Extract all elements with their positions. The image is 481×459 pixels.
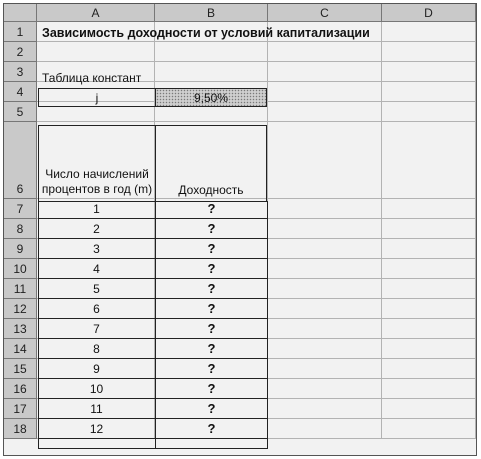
grid-cell[interactable] [268, 102, 382, 122]
row-header-14[interactable]: 14 [4, 339, 37, 359]
grid-cell[interactable] [268, 359, 382, 379]
periods-cell[interactable]: 8 [38, 339, 155, 359]
yield-cell[interactable]: ? [156, 299, 267, 319]
grid-cell[interactable] [268, 299, 382, 319]
grid-cell[interactable] [268, 219, 382, 239]
periods-cell[interactable]: 4 [38, 259, 155, 279]
select-all-corner[interactable] [4, 4, 37, 22]
yield-cell[interactable]: ? [156, 239, 267, 259]
grid-cell[interactable] [268, 379, 382, 399]
grid-cell[interactable] [382, 122, 476, 199]
row-header-4[interactable]: 4 [4, 82, 37, 102]
grid-cell[interactable] [268, 62, 382, 82]
grid-cell[interactable] [382, 399, 476, 419]
periods-cell[interactable]: 5 [38, 279, 155, 299]
row-header-12[interactable]: 12 [4, 299, 37, 319]
row-header-11[interactable]: 11 [4, 279, 37, 299]
periods-cell[interactable]: 2 [38, 219, 155, 239]
yield-cell[interactable]: ? [156, 379, 267, 399]
yield-cell[interactable]: ? [156, 399, 267, 419]
grid-cell[interactable] [382, 279, 476, 299]
row-header-16[interactable]: 16 [4, 379, 37, 399]
yield-cell[interactable]: ? [156, 339, 267, 359]
yield-header-cell[interactable]: Доходность [155, 125, 267, 202]
column-header-a[interactable]: A [37, 4, 155, 22]
grid-cell[interactable] [268, 339, 382, 359]
grid-cell[interactable] [382, 259, 476, 279]
periods-cell[interactable]: 7 [38, 319, 155, 339]
column-header-d[interactable]: D [382, 4, 476, 22]
grid-cell[interactable] [268, 259, 382, 279]
grid-cell[interactable] [37, 42, 155, 62]
periods-cell[interactable]: 3 [38, 239, 155, 259]
periods-cell[interactable]: 9 [38, 359, 155, 379]
grid-cell[interactable] [382, 299, 476, 319]
row-header-5[interactable]: 5 [4, 102, 37, 122]
grid-cell[interactable] [382, 42, 476, 62]
periods-cell[interactable]: 6 [38, 299, 155, 319]
yield-cell[interactable]: ? [156, 319, 267, 339]
periods-cell[interactable]: 11 [38, 399, 155, 419]
row-header-9[interactable]: 9 [4, 239, 37, 259]
row-header-2[interactable]: 2 [4, 42, 37, 62]
yield-cell[interactable]: ? [156, 419, 267, 439]
yield-cell[interactable]: ? [156, 259, 267, 279]
row-header-8[interactable]: 8 [4, 219, 37, 239]
j-value-cell[interactable]: 9,50% [155, 88, 267, 107]
grid-cell[interactable] [155, 62, 268, 82]
grid-cell[interactable] [382, 199, 476, 219]
row-header-3[interactable]: 3 [4, 62, 37, 82]
yield-cell[interactable]: ? [156, 219, 267, 239]
row-header-1[interactable]: 1 [4, 22, 37, 42]
column-header-c[interactable]: C [268, 4, 382, 22]
grid-cell[interactable] [268, 419, 382, 439]
sheet-title[interactable]: Зависимость доходности от условий капитализации [42, 26, 370, 40]
yield-cell[interactable]: ? [156, 199, 267, 219]
row-header-6[interactable]: 6 [4, 122, 37, 199]
row-header-10[interactable]: 10 [4, 259, 37, 279]
constants-label[interactable]: Таблица констант [42, 71, 142, 85]
grid-cell[interactable] [382, 82, 476, 102]
grid-cell[interactable] [268, 399, 382, 419]
periods-header-cell[interactable]: Число начислений процентов в год (m) [38, 125, 156, 202]
yield-cell[interactable]: ? [156, 359, 267, 379]
yield-cell[interactable]: ? [156, 279, 267, 299]
grid-cell[interactable] [268, 279, 382, 299]
grid-cell[interactable] [382, 379, 476, 399]
grid-cell[interactable] [382, 219, 476, 239]
grid-cell[interactable] [382, 239, 476, 259]
grid-cell[interactable] [268, 199, 382, 219]
row-header-7[interactable]: 7 [4, 199, 37, 219]
grid-cell[interactable] [268, 82, 382, 102]
grid-cell[interactable] [382, 102, 476, 122]
j-label-cell[interactable]: j [38, 88, 156, 107]
grid-cell[interactable] [155, 42, 268, 62]
grid-cell[interactable] [268, 42, 382, 62]
grid-cell[interactable] [382, 359, 476, 379]
grid-cell[interactable] [382, 62, 476, 82]
grid-cell[interactable] [268, 239, 382, 259]
grid-cell[interactable] [382, 339, 476, 359]
row-header-13[interactable]: 13 [4, 319, 37, 339]
grid-cell[interactable] [382, 419, 476, 439]
spreadsheet [3, 3, 477, 456]
periods-cell[interactable]: 10 [38, 379, 155, 399]
row-header-17[interactable]: 17 [4, 399, 37, 419]
periods-cell[interactable]: 1 [38, 199, 155, 219]
row-header-15[interactable]: 15 [4, 359, 37, 379]
grid-cell[interactable] [268, 122, 382, 199]
periods-cell[interactable]: 12 [38, 419, 155, 439]
row-header-18[interactable]: 18 [4, 419, 37, 439]
column-header-b[interactable]: B [155, 4, 268, 22]
grid-cell[interactable] [382, 319, 476, 339]
grid-cell[interactable] [268, 319, 382, 339]
